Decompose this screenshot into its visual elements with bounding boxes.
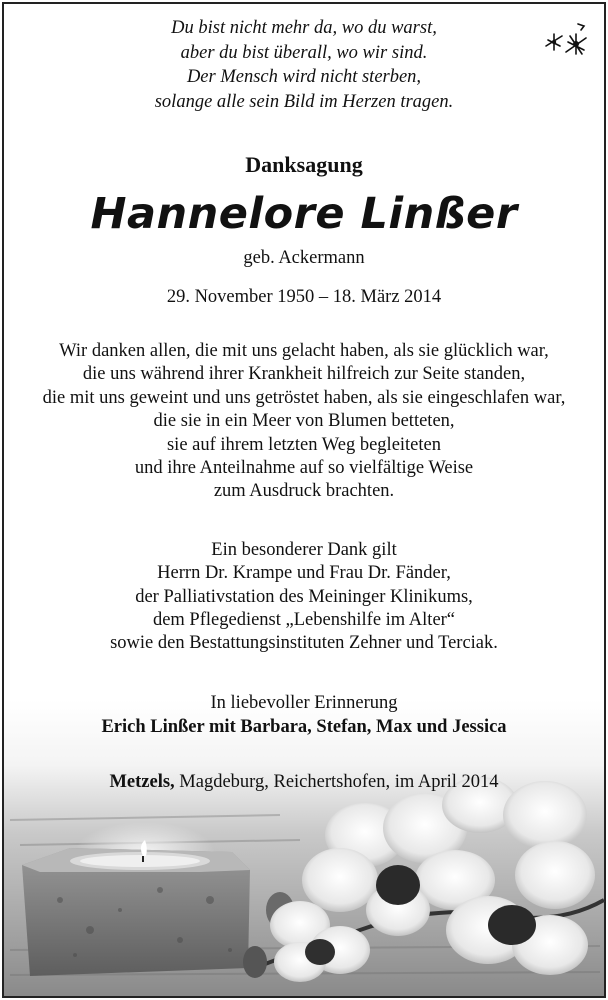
thanks-line: die mit uns geweint und uns getröstet haben, als sie eingeschlafen war, — [42, 387, 566, 408]
poem-line: solange alle sein Bild im Herzen tragen. — [154, 91, 454, 112]
memory-line: In liebevoller Erinnerung — [210, 693, 398, 713]
first-place: Metzels, — [109, 772, 175, 792]
thanks-paragraph — [0, 340, 608, 504]
candle-orchid-photo — [0, 700, 608, 1000]
poem — [0, 16, 608, 114]
special-thanks-line: Ein besonderer Dank gilt — [211, 540, 397, 560]
places-and-date — [0, 772, 608, 793]
life-dates: 29. November 1950 – 18. März 2014 — [166, 287, 442, 307]
other-places: Magdeburg, Reichertshofen, im April 2014 — [174, 772, 499, 792]
special-thanks-line: sowie den Bestattungsinstituten Zehner und Terciak. — [110, 633, 498, 654]
bird-sketch-icon — [538, 20, 594, 62]
special-thanks-line: dem Pflegedienst „Lebenshilfe im Alter“ — [152, 609, 456, 630]
thanks-line: zum Ausdruck brachten. — [213, 481, 395, 502]
family-names: Erich Linßer mit Barbara, Stefan, Max und Jessica — [101, 717, 507, 737]
special-thanks-paragraph — [0, 539, 608, 655]
special-thanks-line: der Palliativstation des Meininger Klinikums, — [135, 586, 473, 607]
poem-line: aber du bist überall, wo wir sind. — [180, 42, 428, 63]
thanks-line: sie auf ihrem letzten Weg begleiteten — [166, 434, 441, 455]
poem-line: Du bist nicht mehr da, wo du warst, — [171, 18, 437, 38]
page-heading: Danksagung — [245, 152, 363, 177]
birth-name: geb. Ackermann — [243, 248, 365, 268]
poem-line: Der Mensch wird nicht sterben, — [186, 67, 422, 87]
thanks-line: die uns während ihrer Krankheit hilfreich zur Seite standen, — [82, 364, 526, 385]
thanks-line: und ihre Anteilnahme auf so vielfältige Weise — [134, 458, 474, 479]
thanks-line: Wir danken allen, die mit uns gelacht haben, als sie glücklich war, — [59, 341, 549, 361]
thanks-line: die sie in ein Meer von Blumen betteten, — [153, 411, 455, 432]
special-thanks-line: Herrn Dr. Krampe und Frau Dr. Fänder, — [157, 563, 451, 584]
deceased-name: Hannelore Linßer — [90, 189, 518, 239]
